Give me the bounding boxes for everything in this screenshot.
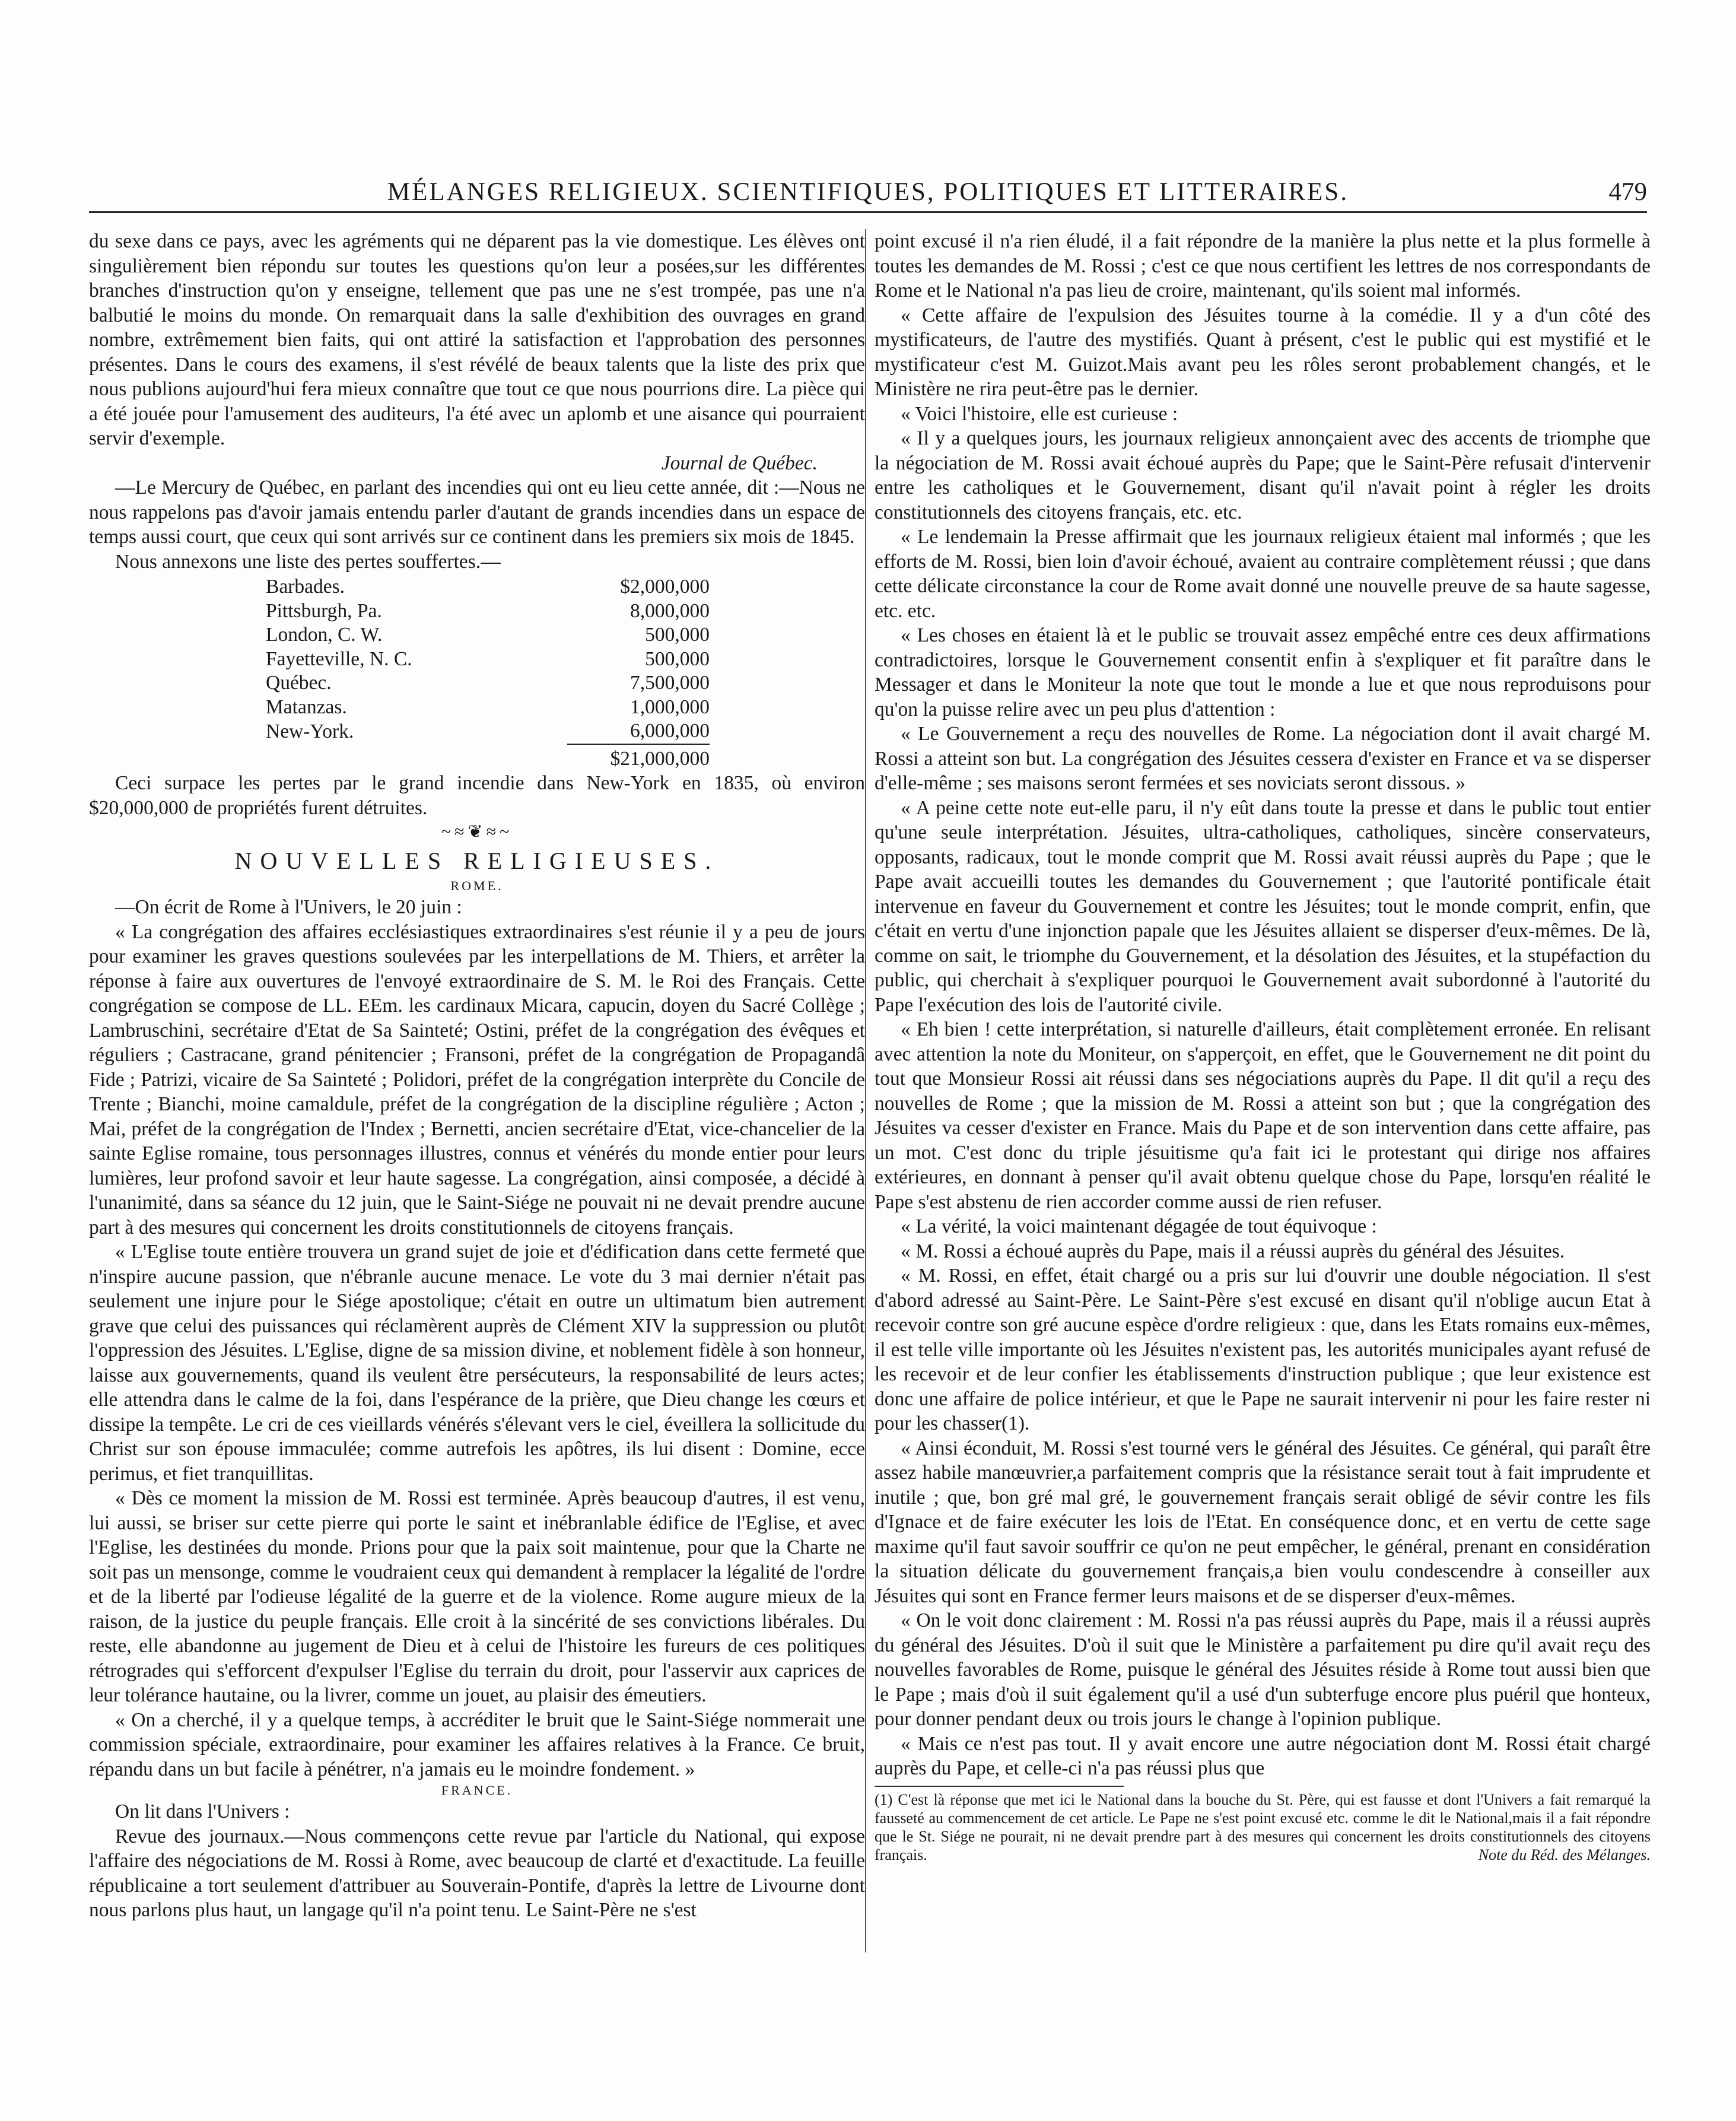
paragraph: Nous annexons une liste des pertes souffertes.—	[115, 550, 501, 573]
losses-row	[260, 647, 710, 672]
paragraph: « La vérité, la voici maintenant dégagée de tout équivoque :	[901, 1215, 1377, 1237]
paragraph: « Les choses en étaient là et le public se trouvait assez empêché entre ces deux affirmations contradictoires, lorsque le Gouvernement consentit enfin à s'expliquer et fit paraître dans le Messager et dans le Moniteur la note que tout le monde a lue et que nous reproduisons pour qu'on la puisse relire avec un peu plus d'attention :	[875, 624, 1651, 720]
paragraph: du sexe dans ce pays, avec les agréments qui ne déparent pas la vie domestique. Les élèves ont singulièrement bien répondu sur toutes les questions qu'on leur a posées,sur les différentes branches d'instruction qu'on y enseigne, tellement que pas une ne s'est trompée, pas une n'a balbutié le moins du monde. On remarquait dans la salle d'exhibition des ouvrages en grand nombre, extrêmement bien faits, qui ont attiré la satisfaction et l'approbation des personnes présentes. Dans le cours des examens, il s'est révélé de beaux talents que la liste des prix que nous publions aujourd'hui fera mieux connaître que tout ce que nous pourrions dire. La pièce qui a été jouée pour l'amusement des auditeurs, l'a été avec un aplomb et une aisance qui pourraient servir d'exemple.	[89, 230, 865, 449]
losses-amount: 500,000	[645, 624, 710, 646]
subsection-heading-rome: ROME.	[450, 878, 504, 893]
losses-amount: 6,000,000	[630, 720, 710, 742]
paragraph: —On écrit de Rome à l'Univers, le 20 juin :	[115, 896, 462, 918]
losses-row	[260, 696, 710, 720]
paragraph: « Le lendemain la Presse affirmait que les journaux religieux étaient mal informés ; que les efforts de M. Rossi, bien loin d'avoir échoué, avaient au contraire complètement réussi ; que dans cette délicate circonstance la cour de Rome avait donné une nouvelle preuve de sa haute sagesse, etc. etc.	[875, 526, 1651, 622]
footnote-rule	[875, 1786, 1124, 1787]
paragraph: « A peine cette note eut-elle paru, il n'y eût dans toute la presse et dans le public tout entier qu'une seule interprétation. Jésuites, ultra-catholiques, catholiques, sincère conservateurs, opposants, radicaux, tout le monde comprit que M. Rossi avait réussi auprès du Pape ; que le Pape avait accueilli toutes les demandes du Gouvernement ; que l'autorité pontificale était intervenue en faveur du Gouvernement et contre les Jésuites; tout le monde comprit, enfin, que c'était en vertu d'une injonction papale que les Jésuites allaient se disperser d'eux-mêmes. De là, comme on sait, le triomphe du Gouvernement, et la désolation des Jésuites, et la stupéfaction du public, qui cherchait à s'expliquer pourquoi le Gouvernement avait subordonné à l'autorité du Pape l'exécution des lois de l'autorité civile.	[875, 796, 1651, 1016]
losses-city: Barbades.	[266, 576, 345, 598]
column-divider	[865, 229, 866, 1952]
losses-city: Pittsburgh, Pa.	[266, 599, 382, 622]
page-header	[89, 176, 1647, 213]
source-signature: Journal de Québec.	[661, 452, 818, 474]
paragraph: On lit dans l'Univers :	[115, 1801, 290, 1822]
losses-amount: 7,500,000	[630, 672, 710, 694]
paragraph: « Voici l'histoire, elle est curieuse :	[901, 402, 1178, 425]
losses-amount: 500,000	[645, 647, 710, 670]
right-column	[875, 229, 1651, 1864]
paragraph: « Ainsi éconduit, M. Rossi s'est tourné vers le général des Jésuites. Ce général, qui paraît être assez habile manœuvrier,a parfaitement compris que la résistance serait tout à fait imprudente et inutile ; que, bon gré mal gré, le gouvernement français serait obligé de sévir contre les fils d'Ignace et de faire exécuter les lois de l'Etat. En conséquence donc, et en vertu de cette sage maxime qu'il faut savoir souffrir ce qu'on ne peut empêcher, le général, prenant en considération la situation délicate du gouvernement français,a bien voulu condescendre à conseiller aux Jésuites qui sont en France fermer leurs maisons et de se disperser d'eux-mêmes.	[875, 1437, 1651, 1607]
paragraph: « L'Eglise toute entière trouvera un grand sujet de joie et d'édification dans cette fermeté que n'inspire aucune passion, que n'ébranle aucune menace. Le vote du 3 mai dernier n'était pas seulement une injure pour le Siége apostolique; c'était en outre un ultimatum bien autrement grave que celui des puissances qui réclamèrent auprès de Clément XIV la suppression ou plutôt l'oppression des Jésuites. L'Eglise, digne de sa mission divine, et noblement fidèle à son honneur, laisse aux gouvernements, quand ils veulent être persécuteurs, la responsabilité de leurs actes; elle attendra dans le calme de la foi, dans l'espérance de la prière, que Dieu change les cœurs et dissipe la tempête. Le cri de ces vieillards vénérés s'élevant vers le ciel, éveillera la sollicitude du Christ sur son épouse immaculée; comme autrefois les apôtres, ils lui disent : Domine, ecce perimus, et fiet tranquillitas.	[89, 1241, 865, 1485]
paragraph: « Cette affaire de l'expulsion des Jésuites tourne à la comédie. Il y a d'un côté des mystificateurs, de l'autre des mystifiés. Quant à présent, c'est le public qui est mystifié et le mystificateur c'est M. Guizot.Mais avant peu les rôles seront probablement changés, et le Ministère ne rira peut-être pas le dernier.	[875, 304, 1651, 400]
losses-city: Fayetteville, N. C.	[266, 647, 412, 670]
paragraph: « La congrégation des affaires ecclésiastiques extraordinaires s'est réunie il y a peu de jours pour examiner les graves questions soulevées par les interpellations de M. Thiers, et arrêter la réponse à faire aux ouvertures de l'envoyé extraordinaire de S. M. le Roi des Français. Cette congrégation se compose de LL. EEm. les cardinaux Micara, capucin, doyen du Sacré Collège ; Lambruschini, secrétaire d'Etat de Sa Sainteté; Ostini, préfet de la congrégation des évêques et réguliers ; Castracane, grand pénitencier ; Fransoni, préfet de la congrégation de Propagandâ Fide ; Patrizi, vicaire de Sa Sainteté ; Polidori, préfet de la congrégation interprète du Concile de Trente ; Bianchi, moine camaldule, préfet de la congrégation de la discipline régulière ; Acton ; Mai, préfet de la congrégation de l'Index ; Bernetti, ancien secrétaire d'Etat, vice-chancelier de la sainte Eglise romaine, tous personnages illustres, connus et vénérés du monde entier pour leurs lumières, leur profond savoir et leur haute sagesse. La congrégation, ainsi composée, a décidé à l'unanimité, dans sa séance du 12 juin, que le Saint-Siége ne pouvait ni ne devait prendre aucune part à des mesures qui concernent les droits constitutionnels de citoyens français.	[89, 920, 865, 1239]
paragraph: « Le Gouvernement a reçu des nouvelles de Rome. La négociation dont il avait chargé M. Rossi a atteint son but. La congrégation des Jésuites cessera d'exister en France et va se disperser d'elle-même ; ses maisons seront fermées et ses noviciats seront dissous. »	[875, 723, 1651, 794]
paragraph: « Mais ce n'est pas tout. Il y avait encore une autre négociation dont M. Rossi était chargé auprès du Pape, et celle-ci n'a pas réussi plus que	[875, 1732, 1651, 1779]
losses-row	[260, 575, 710, 599]
paragraph: Revue des journaux.—Nous commençons cette revue par l'article du National, qui expose l'affaire des négociations de M. Rossi à Rome, avec beaucoup de clarté et d'exactitude. La feuille républicaine a tort seulement d'attribuer au Souverain-Pontife, d'après la lettre de Livourne dont nous parlons plus haut, un langage qu'il n'a point tenu. Le Saint-Père ne s'est	[89, 1825, 865, 1921]
losses-total-spacer	[260, 744, 567, 771]
losses-amount: 8,000,000	[630, 599, 710, 622]
losses-city: London, C. W.	[266, 624, 383, 646]
page-number: 479	[1608, 178, 1647, 206]
losses-row	[260, 599, 710, 624]
paragraph: « Dès ce moment la mission de M. Rossi est terminée. Après beaucoup d'autres, il est venu, lui aussi, se briser sur cette pierre qui porte le saint et inébranlable édifice de l'Eglise, et avec l'Eglise, les destinées du monde. Prions pour que la paix soit maintenue, pour que la Charte ne soit pas un mensonge, comme le voudraient ceux qui demandent à remplacer la légalité de l'ordre et de la liberté par l'odieuse légalité de la guerre et de la violence. Rome augure mieux de la raison, de la justice du peuple français. Elle croit à la sincérité de ses convictions libérales. Du reste, elle abandonne au jugement de Dieu et à celui de l'histoire les fureurs de ces politiques rétrogrades qui s'efforcent d'expulser l'Eglise du terrain du droit, pour l'asservir aux caprices de leur tolérance hautaine, ou la livrer, comme un jouet, au plaisir des émeutiers.	[89, 1487, 865, 1706]
losses-city: Matanzas.	[266, 696, 347, 718]
losses-row	[260, 671, 710, 696]
paragraph: « M. Rossi a échoué auprès du Pape, mais il a réussi auprès du général des Jésuites.	[901, 1240, 1565, 1262]
footnote-text: (1) C'est là réponse que met ici le National dans la bouche du St. Père, qui est fausse et dont l'Univers a fait remarqué la fausseté au commencement de cet article. Le Pape ne s'est point excusé etc. comme le dit le National,mais il a fait répondre que le St. Siége ne pourait, ni ne devait prendre part à des mesures qui concernent les droits constitutionnels des citoyens français.	[875, 1790, 1651, 1863]
losses-row	[260, 623, 710, 647]
subsection-heading-france: FRANCE.	[441, 1783, 513, 1798]
left-column	[89, 229, 865, 1923]
paragraph: —Le Mercury de Québec, en parlant des incendies qui ont eu lieu cette année, dit :—Nous ne nous rappelons pas d'avoir jamais entendu parler d'autant de grands incendies dans un espace de temps aussi court, que ceux qui sont arrivés sur ce continent dans les premiers six mois de 1845.	[89, 477, 865, 548]
paragraph: « Eh bien ! cette interprétation, si naturelle d'ailleurs, était complètement erronée. En relisant avec attention la note du Moniteur, on s'apperçoit, en effet, que le Gouvernement ne dit point du tout que Monsieur Rossi ait réussi dans ses négociations auprès du Pape. Il dit qu'il a reçu des nouvelles de Rome ; que la mission de M. Rossi a atteint son but ; que la congrégation des Jésuites va cesser d'exister en France. Mais du Pape et de son intervention dans cette affaire, pas un mot. C'est donc du triple jésuitisme qu'a fait ici le protestant qui dirige nos affaires extérieures, en donnant à penser qu'il avait obtenu quelque chose du Pape, lorsqu'en réalité le Pape s'est abstenu de rien accorder comme aussi de rien refuser.	[875, 1018, 1651, 1213]
losses-city: New-York.	[266, 720, 354, 742]
losses-city: Québec.	[266, 672, 332, 694]
paragraph: Ceci surpace les pertes par le grand incendie dans New-York en 1835, où environ $20,000,000 de propriétés furent détruites.	[89, 772, 865, 819]
losses-row	[260, 719, 710, 744]
ornament-divider: ~≈❦≈~	[441, 822, 513, 842]
running-title: MÉLANGES RELIGIEUX. SCIENTIFIQUES, POLITIQUES ET LITTERAIRES.	[387, 178, 1349, 206]
losses-amount: 1,000,000	[630, 696, 710, 718]
paragraph: « On a cherché, il y a quelque temps, à accréditer le bruit que le Saint-Siége nommerait une commission spéciale, extraordinaire, pour examiner les affaires relatives à la France. Ce bruit, répandu dans un but facile à pénétrer, n'a jamais eu le moindre fondement. »	[89, 1709, 865, 1780]
paragraph: « M. Rossi, en effet, était chargé ou a pris sur lui d'ouvrir une double négociation. Il s'est d'abord adressé au Saint-Père. Le Saint-Père s'est excusé en disant qu'il n'oblige aucun Etat à recevoir contre son gré aucune espèce d'ordre religieux : que, dans les Etats romains eux-mêmes, il est telle ville importante où les Jésuites n'existent pas, les autorités municipales ayant refusé de les recevoir et de leur confier les établissements d'instruction publique ; que leur existence est donc une affaire de police intérieur, et que le Pape ne saurait intervenir ni pour les faire rester ni pour les chasser(1).	[875, 1265, 1651, 1434]
footnote-signature: Note du Réd. des Mélanges.	[1478, 1846, 1651, 1863]
losses-amount: $2,000,000	[620, 576, 710, 598]
paragraph: point excusé il n'a rien éludé, il a fait répondre de la manière la plus nette et la plus formelle à toutes les demandes de M. Rossi ; c'est ce que nous certifient les lettres de nos correspondants de Rome et le National n'a pas lieu de croire, maintenant, qu'ils soient mal informés.	[875, 230, 1651, 301]
losses-total-row	[260, 744, 710, 771]
losses-table	[260, 575, 710, 771]
paragraph: « On le voit donc clairement : M. Rossi n'a pas réussi auprès du Pape, mais il a réussi auprès du général des Jésuites. D'où il suit que le Ministère a parfaitement pu dire qu'il avait reçu des nouvelles favorables de Rome, puisque le général des Jésuites réside à Rome tout aussi bien que le Pape ; mais d'où il suit également qu'il a usé d'un subterfuge encore plus puéril que honteux, pour donner pendant deux ou trois jours le change à l'opinion publique.	[875, 1609, 1651, 1730]
section-heading: NOUVELLES RELIGIEUSES.	[234, 847, 720, 874]
losses-total: $21,000,000	[567, 744, 710, 771]
paragraph: « Il y a quelques jours, les journaux religieux annonçaient avec des accents de triomphe que la négociation de M. Rossi avait échoué auprès du Pape; que le Saint-Père refusait d'intervenir entre les catholiques et le Gouvernement, disant qu'il n'avait point à régler les droits constitutionnels des citoyens français, etc. etc.	[875, 427, 1651, 523]
footnote	[875, 1790, 1651, 1864]
